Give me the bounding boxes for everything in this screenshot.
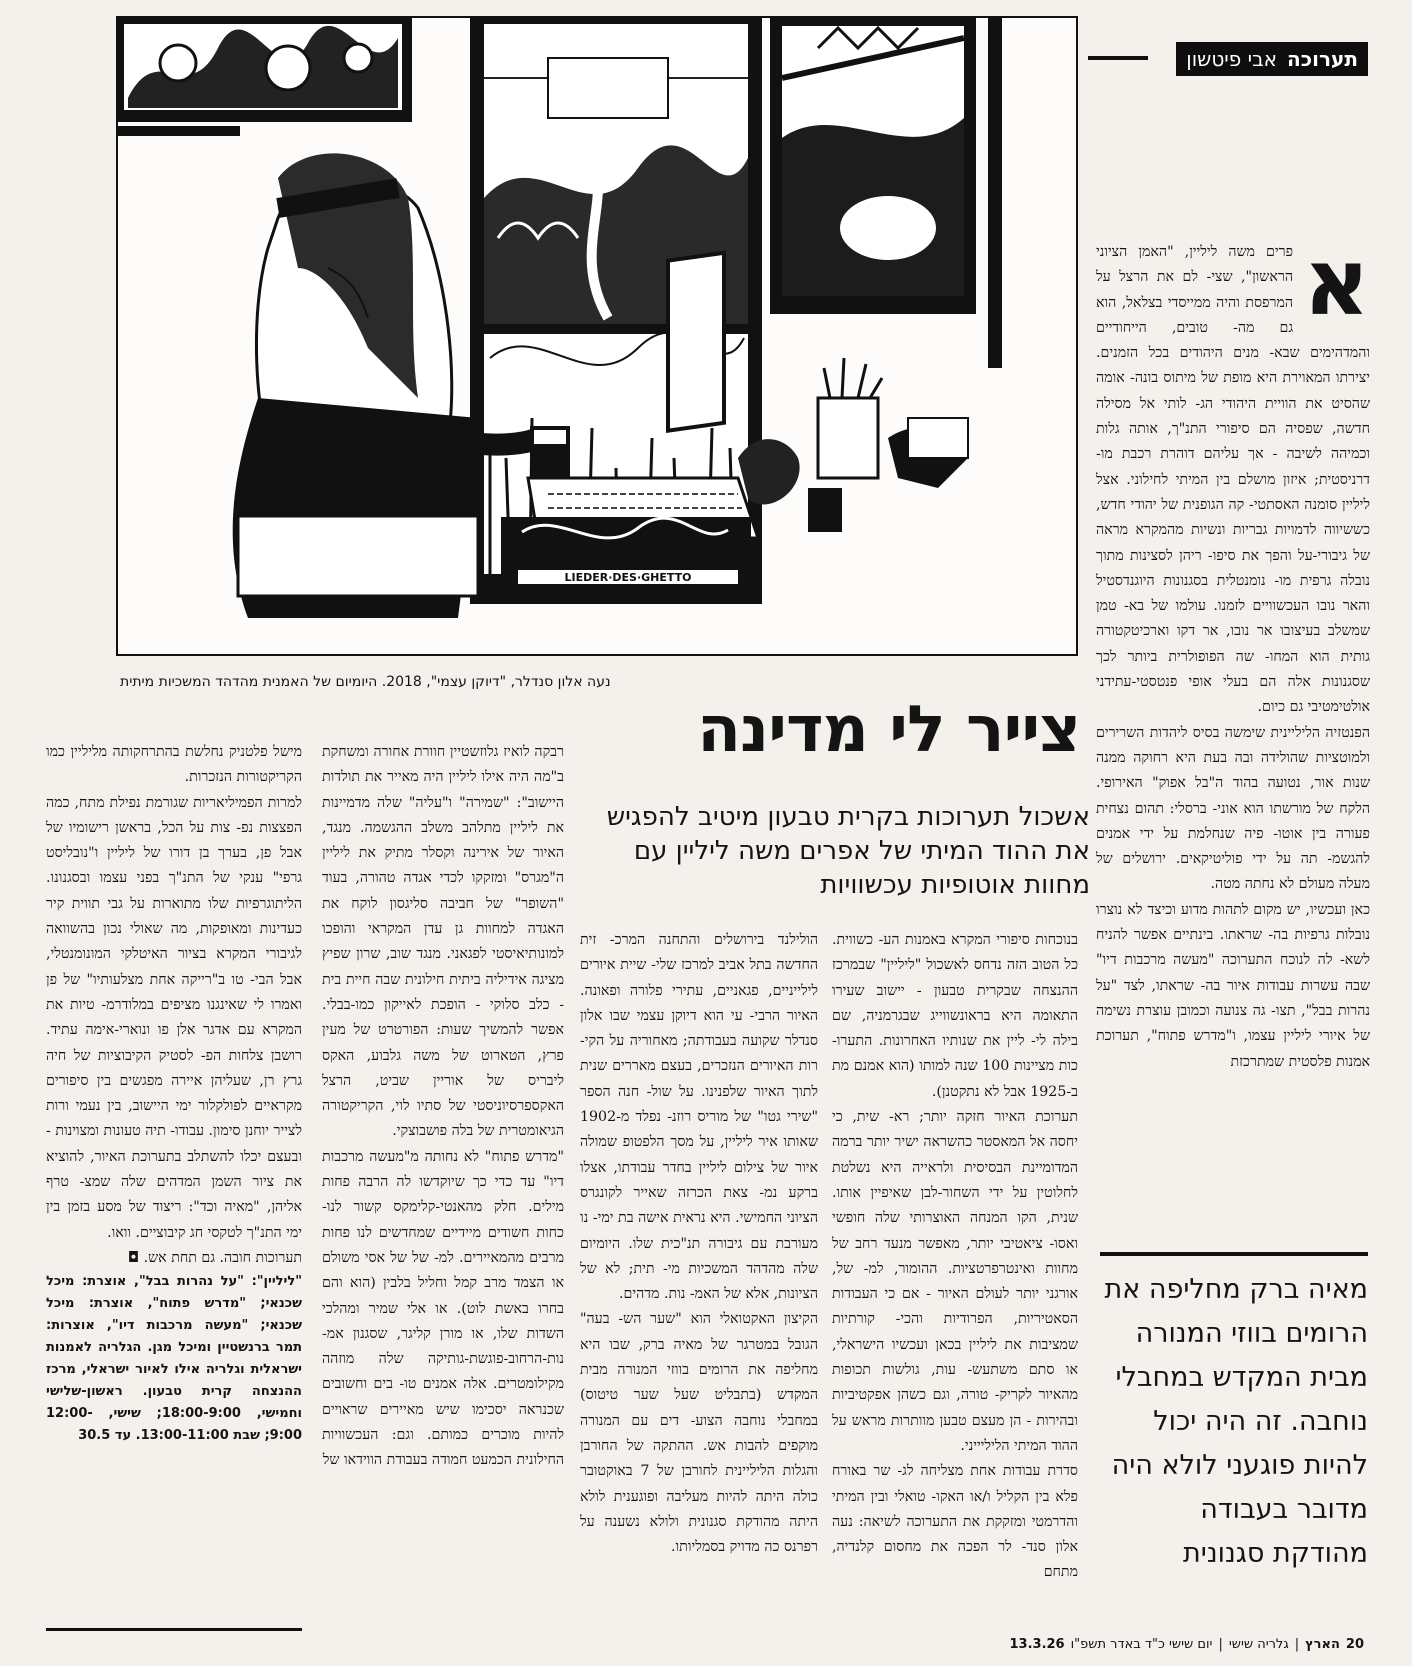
- column-1-paragraph: פרים משה ליליין, "האמן הציוני הראשון", שצי- לם את הרצל על המרפסת והיה ממייסדי בצלאל, הוא גם מה- טובים, הייחודיים והמדהימים שבא- מנים היהודים בכל הזמנים. יצירתו המאוירת היא מופת של מיתוס בונה- אומה שהסיט את הוויית היהודי הג- לותי אל מסילה חדשה, שפסיה הם סיפורי התנ"ך, אותה גלות וכמיהה לשיבה - אך עליהם דוהרת רכבת מו- דרניסטית; איזון מושלם בין המיתי לחילוני. אצל ליליין סומנה האסתטי- קה הגופנית של יהודי חדש, כששיווה לדמויות גבריות ונשיות מהמקרא מראה של גיבורי-על והפך את סיפו- ריהן לסצינות מתוך נובלה גרפית מו- נומנטלית בסגנונות היוגנדסטיל והאר נובו העכשוויים לזמנו. עולמו של בא- טמן שמשלב בעיצובו אר נובו, אר דקו וארכיטקטורה גותית הוא המחו- שה הפופולרית ביותר לכך שסגנונות אלה הם בעלי אופי פנטסטי-עתידני אולטימטיבי גם כיום.: [1096, 244, 1370, 716]
- pullquote-rule: [1100, 1252, 1368, 1256]
- wall-frame-left: [118, 18, 412, 136]
- column-1-paragraph: כאן ועכשיו, יש מקום לתהות מדוע וכיצד לא נוצרו נובלות גרפיות בה- שראתו. בינתיים אפשר להניח לשא- לה לנוכח התערוכה "מעשה מרכבות דיו" שבה עשרות עבודות איור בה- שראתו, לצד "על נהרות בבל", תצו- גה צנועה וכמובן עוצרת נשימה של איורי ליליין עצמו, ו"מדרש פתוח", תערוכת אמנות פלסטית שמתרכזת: [1096, 901, 1370, 1070]
- article-column-5: [46, 740, 302, 1624]
- desk-sign-text: LIEDER·DES·GHETTO: [564, 571, 692, 584]
- image-caption: נעה אלון סנדלר, "דיוקן עצמי", 2018. היומיום של האמנית מהדהד המשכיות מיתית: [120, 674, 611, 690]
- column-3-paragraph: הקיצון האקטואלי הוא "שער הש- בעה" הגובל במטרגר של מאיה ברק, שבו היא מחליפה את הרומים בווזי המנורה מבית המקדש (בתבליט שעל שער טיטוס) במחבלי נוחבה הצוע- דים עם המנורה מוקפים להבות אש. ההתקה של החורבן והגלות הליליינית לחורבן של 7 באוקטובר כולה היתה להיות מעליבה ופוגענית לולא היתה מהודקת סגנונית ולולא נשענה על רפרנס כה מדויק בסמליותו.: [580, 1311, 818, 1556]
- section-tag-box: [1176, 42, 1368, 76]
- headline: צייר לי מדינה: [697, 693, 1080, 767]
- illustration-drawing: [118, 18, 1076, 654]
- column-2-paragraph: בנוכחות סיפורי המקרא באמנות הע- כשווית. כל הטוב הזה נדחס לאשכול "ליליין" שבמרכז ההנצחה שבקרית טבעון - יישוב שעירו התאומה היא בראונשווייג שבגרמניה, שם בילה לי- ליין את שנותיו האחרונות. התערו- כות מציינות 100 שנה למותו (הוא אמנם מת ב-1925 אבל לא נתקטנן).: [832, 932, 1078, 1100]
- column-4-paragraph: "מדרש פתוח" לא נחותה מ"מעשה מרכבות דיו" עד כדי כך שיוקדשו לה הרבה פחות מילים. חלק מהאנטי-קלימקס קשור לנו- כחות חשודים מיידיים שמחדשים לנו פחות מרבים מהמאיירים. למ- של של אסי משולם או הצמד מרב קמל וחליל בלבין (הוא והם בחרו באשת לוט). או אלי שמיר ומהלכי השדות שלו, או מורן קליגר, שסגנון אמ- נות-הרחוב-פוגשת-גותיקה שלה מוזהה מקילומטרים. אלה אמנים טו- בים וחשובים שכנראה יסכימו שיש מאיירים שראויים להיות מוכרים כמותם. וגם: העכשוויות החילונית הכמעט חמודה בעבודת הווידאו של: [322, 1148, 564, 1469]
- column-5-paragraph: למרות הפמיליאריות שגורמת נפילת מתח, כמה הפצצות נפ- צות על הכל, בראשן רישומיו של אבל פן, בערך בן דורו של ליליין ו"נובליסט גרפי" ענקי של התנ"ך בפני עצמו ובסגנונו. הליתוגרפיות שלו מתוארות על גבי תווית קיר כעדינות ומאופקות, מה שאולי נכון בהשוואה לגיבורי המקרא בציור האיטלקי המונומנטלי, אבל הבי- טו ב"רייקה אחת מצלעותיו" של פן ואמרו לי שאינגנו מציפים במלודרמ- טיות את המקרא עם אדגר אלן פו ונוארי-אימה עתיד. רושבן צלחות הפ- לסטיק הקיבוציות של חיה גרץ רן, שעליהן איירה מפגשים בין סיפורים מקראיים לפולקלור ימי היישוב, בין נעמי ורות לצייר יוחנן סימון. עבודו- תיה טעונות ומצוינות - ובעצם יכלו להשתלב בתערוכת האיור, להוציא את ציור השמן המדהים שלה שמצ- טרף אליהן, "מאיה וכד": ריצוד של מסע בזמן בין ימי התנ"ך לטקסי חג קיבוציים. וואו.: [46, 794, 302, 1241]
- footer-separator: |: [1218, 1636, 1223, 1652]
- subheadline: אשכול תערוכות בקרית טבעון מיטיב להפגיש את ההוד המיתי של אפרים משה ליליין עם מחוות אוטופיות עכשוויות: [606, 802, 1090, 900]
- column-5-paragraph: מישל פלטניק נחלשת בהתרחקותה מליליין כמו הקריקטורות הנזכרות.: [46, 744, 302, 786]
- article-column-3: [580, 928, 818, 1622]
- column-1-paragraph: הפנטזיה הליליינית שימשה בסיס ליהדות השרירים ולמוטציות שהולידה ובה בעת היא רחוקה ממנה שנות אור, נטועה בהוד ה"בל אפוק" האירופי. הלקח של מורשתו הוא אוני- ברסלי: תהום נצחית פעורה בין אוטו- פיה שנחלמת על ידי אמנים להגשמ- תה על ידי פוליטיקאים. ירושלים של מעלה מעולם לא נחתה מטה.: [1096, 724, 1370, 893]
- exhibition-info: "ליליין": "על נהרות בבל", אוצרת: מיכל שכנאי; "מדרש פתוח", אוצרת: מיכל שכנאי; "מעשה מרכבות דיו", אוצרות: תמר ברנשטיין ומיכל מגן. הגלריה לאמנות ישראלית וגלריה אילו לאיור ישראלי, מרכז ההנצחה קרית טבעון. ראשון-שלישי וחמישי, 18:00-9:00; שישי, 12:00-9:00; שבת 13:00-11:00. עד 30.5: [46, 1274, 302, 1444]
- section-tag: [1088, 42, 1368, 78]
- article-column-1: [1096, 240, 1370, 1246]
- section-tag-rule: [1088, 56, 1148, 60]
- illustration-self-portrait: [116, 16, 1078, 656]
- page-number: 20: [1345, 1636, 1364, 1652]
- column-5-paragraph: תערוכות חובה. גם תחת אש. ◘: [127, 1249, 302, 1266]
- publication-name: הארץ: [1305, 1636, 1340, 1652]
- supplement-name: גלריה שישי: [1228, 1636, 1289, 1652]
- page-footer: [960, 1634, 1364, 1654]
- pull-quote: מאיה ברק מחליפה את הרומים בווזי המנורה מבית המקדש במחבלי נוחבה. זה היה יכול להיות פוגעני לולא היה מדובר בעבודה מהודקת סגנונית: [1104, 1274, 1368, 1569]
- article-column-2: [832, 928, 1078, 1622]
- article-column-4: [322, 740, 564, 1622]
- issue-date: 13.3.26: [1009, 1636, 1065, 1652]
- column-3-paragraph: הולילנד בירושלים והתחנה המרכ- זית החדשה בתל אביב למרכז שלי- שיית איורים לילייניים, פגאניים, עתירי פלורה ופאונה. האיור הרבי- עי הוא דיוקן עצמי שבו אלון סנדלר שקועה בעבודתה; מאחוריה על הקי- רות האיורים הנזכרים, בעצם מאררים שנית לתוך האיור שלפנינו. על שול- חנה הספר "שירי גטו" של מוריס רוזנ- נפלד מ-1902 שאותו איר ליליין, על מסך הלפטופ שמולה איור של צילום ליליין בחדר עבודתו, אצלו ברקע נמ- צאת הכרזה שאייר לקונגרס הציוני החמישי. היא נראית אישה בת ימי- נו מעורבת עם גיבורה תנ"כית שלו. היומיום שלה מהדהד המשכיות מי- תית; לא של הציונות, אלא של האמ- נות. מדהים.: [580, 932, 818, 1303]
- section-author: אבי פיטשון: [1186, 47, 1278, 71]
- hebrew-date: יום שישי כ"ד באדר תשפ"ו: [1070, 1636, 1213, 1652]
- section-name: תערוכה: [1287, 47, 1358, 71]
- column-2-paragraph: תערוכת האיור חזקה יותר; רא- שית, כי יחסה אל המאסטר כהשראה ישיר יותר ברמה המדומיינת הבסיסית ולראייה היא נשלטת לחלוטין על ידי השחור-לבן שאיפיין אותו. שנית, הקו המנחה האוצרותי שלה חופשי ואסו- ציאטיבי יותר, מאפשר מנעד רחב של מחוות ואינטרפרטציות. ההומור, למ- של, אורגני יותר לעולם האיור - אם כי העבודות הסאטיריות, הפרודיות והכי- קורתיות שמציבות את ליליין בכאן ועכשיו הישראלי, או סתם משתעש- עות, גולשות תכופות מהאיור לקריק- טורה, וגם כשהן אפקטיביות ובהירות - הן מעצם טבען מוותרות מראש על ההוד המיתי הליליייני.: [832, 1109, 1078, 1454]
- dropcap-letter: א: [1303, 240, 1370, 336]
- column-5-bottom-rule: [46, 1628, 302, 1631]
- column-4-paragraph: רבקה לואיז גלוזשטיין חוורת אחורה ומשחקת ב"מה היה אילו ליליין היה מאייר את תולדות היישוב": "שמירה" ו"עליה" שלה מדמיינות את ליליין מתלהב משלב ההגשמה. מנגד, האיור של אירינה וקסלר מתיק את ליליין ה"מגרס" ומזקקו לכדי אגדה טהורה, בעוד "השופר" של חביבה סליגסון לוקח את האגדה למחוות גן עדן המקראי והופכו למונותיאיסטי לפגאני. מנגד שוב, שרון שפיץ מציגה אידיליה ביתית חילונית שבה חיית בית - כלב סלוקי - הופכת לאייקון כמו-בבלי. אפשר להמשיך שעות: הפורטרט של מעין פרץ, הטארוט של משה גלבוע, האקס ליבריס של אוריין שביט, הרצל האקספרסיוניסטי של סתיו לוי, הקריקטורה הגיאומטרית של בלה פושבוצקי.: [322, 744, 564, 1140]
- footer-separator: |: [1294, 1636, 1300, 1652]
- column-2-paragraph: סדרת עבודות אחת מצליחה לג- שר באורח פלא בין הקליל ו/או האקו- טואלי ובין המיתי והדרמטי ומזקקת את התערוכה לשיאה: נעה אלון סנד- לר הפכה את מחסום קלנדיה, מתחם: [832, 1463, 1078, 1581]
